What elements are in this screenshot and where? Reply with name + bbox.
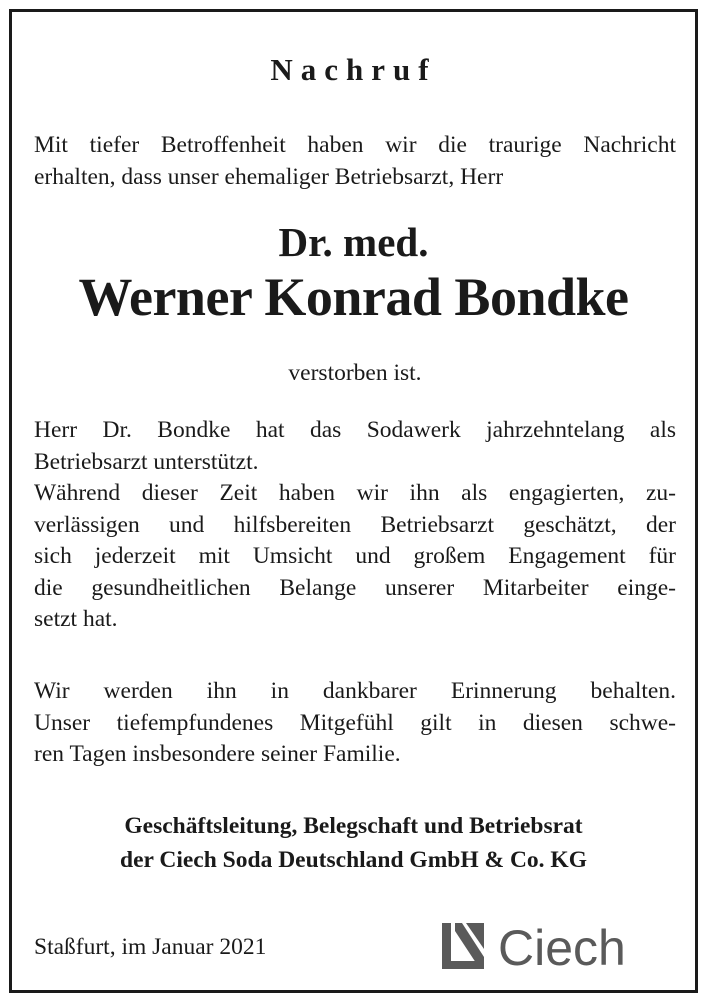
ciech-logo-mark-icon [442,923,677,969]
body-line-2: Betriebsarzt unterstützt. [34,448,259,475]
obituary-title: Nachruf [270,52,437,87]
signature-line-2: der Ciech Soda Deutschland GmbH & Co. KG [120,847,587,873]
body-line-4: verlässigen und hilfsbereiten Betriebsarzt geschätzt, der [34,511,676,538]
intro-line-1: Mit tiefer Betroffenheit haben wir die traurige Nachricht [34,132,676,158]
obituary-frame [9,9,698,993]
closing-line-3: ren Tagen insbesondere seiner Familie. [34,741,401,767]
body-line-3: Während dieser Zeit haben wir ihn als engagierten, zu- [34,480,676,506]
body-line-5: sich jederzeit mit Umsicht und großem Engagement für [34,543,676,569]
deceased-title: Dr. med. [278,219,429,265]
place-date: Staßfurt, im Januar 2021 [34,934,267,960]
verstorben-text [34,358,676,390]
company-logo [442,923,677,969]
body-paragraph [34,415,676,636]
intro-paragraph [34,130,676,193]
body-line-7: setzt hat. [34,606,118,632]
body-line-6: die gesundheitlichen Belange unserer Mitarbeiter einge- [34,574,676,601]
body-line-1: Herr Dr. Bondke hat das Sodawerk jahrzehntelang als [34,417,676,443]
closing-line-1: Wir werden ihn in dankbarer Erinnerung behalten. [34,678,676,704]
closing-paragraph [34,676,676,771]
signature-block [12,809,695,877]
verstorben-line: verstorben ist. [288,360,422,386]
closing-line-2: Unser tiefempfundenes Mitgefühl gilt in diesen schwe- [34,709,676,736]
intro-line-2: erhalten, dass unser ehemaliger Betriebsarzt, Herr [34,163,504,190]
deceased-name: Werner Konrad Bondke [78,267,629,327]
logo-wordmark: Ciech [498,923,626,969]
signature-line-1: Geschäftsleitung, Belegschaft und Betriebsrat [124,813,583,839]
